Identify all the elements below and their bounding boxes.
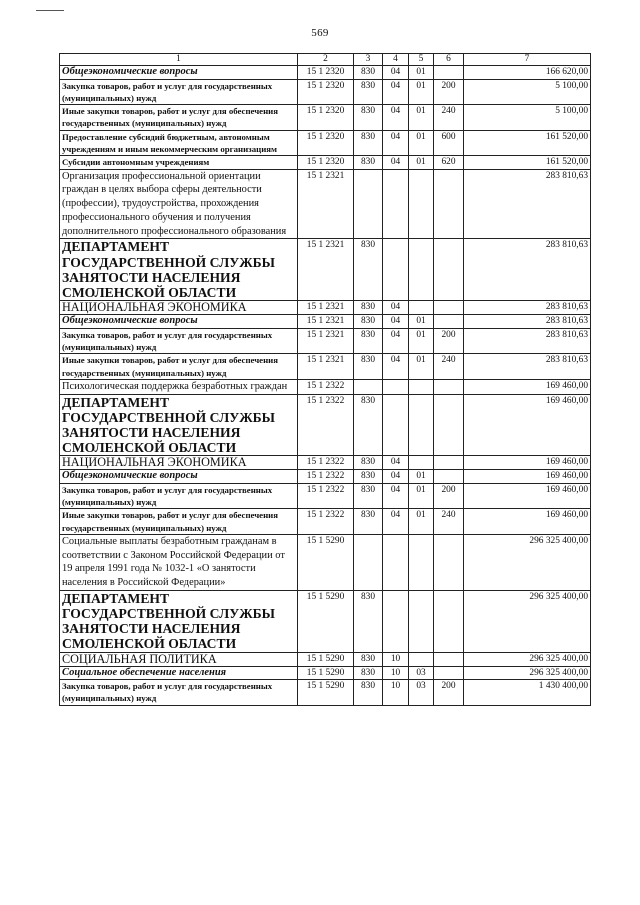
subdivision-cell: 01 [409, 354, 434, 380]
row-name-cell: ДЕПАРТАМЕНТ ГОСУДАРСТВЕННОЙ СЛУЖБЫ ЗАНЯТОСТИ НАСЕЛЕНИЯ СМОЛЕНСКОЙ ОБЛАСТИ [60, 590, 298, 652]
column-header: 6 [434, 54, 464, 66]
amount-cell: 161 520,00 [464, 130, 591, 156]
expense-type-cell [434, 590, 464, 652]
expense-type-cell: 240 [434, 105, 464, 131]
amount-cell: 1 430 400,00 [464, 680, 591, 706]
ministry-code-cell: 830 [354, 483, 383, 509]
subdivision-cell [409, 301, 434, 315]
division-cell: 04 [383, 509, 409, 535]
row-name-cell: Закупка товаров, работ и услуг для государственных (муниципальных) нужд [60, 483, 298, 509]
row-name-cell: ДЕПАРТАМЕНТ ГОСУДАРСТВЕННОЙ СЛУЖБЫ ЗАНЯТОСТИ НАСЕЛЕНИЯ СМОЛЕНСКОЙ ОБЛАСТИ [60, 394, 298, 456]
table-row [60, 301, 591, 315]
ministry-code-cell: 830 [354, 301, 383, 315]
target-code-cell: 15 1 2320 [298, 79, 354, 105]
page-number: 569 [311, 27, 329, 39]
table-row [60, 509, 591, 535]
subdivision-cell [409, 239, 434, 301]
expense-type-cell [434, 666, 464, 680]
row-name-cell: Закупка товаров, работ и услуг для государственных (муниципальных) нужд [60, 328, 298, 354]
subdivision-cell: 03 [409, 680, 434, 706]
division-cell: 04 [383, 456, 409, 470]
subdivision-cell: 01 [409, 66, 434, 80]
amount-cell: 283 810,63 [464, 239, 591, 301]
table-row [60, 666, 591, 680]
subdivision-cell [409, 394, 434, 456]
amount-cell: 296 325 400,00 [464, 652, 591, 666]
amount-cell: 296 325 400,00 [464, 590, 591, 652]
target-code-cell: 15 1 2321 [298, 239, 354, 301]
division-cell: 04 [383, 315, 409, 329]
amount-cell: 296 325 400,00 [464, 535, 591, 591]
ministry-code-cell [354, 169, 383, 239]
expense-type-cell: 200 [434, 483, 464, 509]
target-code-cell: 15 1 2322 [298, 483, 354, 509]
table-row [60, 456, 591, 470]
expense-type-cell: 200 [434, 680, 464, 706]
division-cell: 10 [383, 652, 409, 666]
expense-type-cell [434, 169, 464, 239]
table-row [60, 535, 591, 591]
subdivision-cell [409, 535, 434, 591]
division-cell: 04 [383, 66, 409, 80]
target-code-cell: 15 1 2322 [298, 456, 354, 470]
target-code-cell: 15 1 2320 [298, 105, 354, 131]
row-name-cell: Субсидии автономным учреждениям [60, 156, 298, 170]
expense-type-cell [434, 315, 464, 329]
division-cell: 10 [383, 666, 409, 680]
row-name-cell: Иные закупки товаров, работ и услуг для обеспечения государственных (муниципальных) нужд [60, 354, 298, 380]
target-code-cell: 15 1 5290 [298, 652, 354, 666]
target-code-cell: 15 1 2321 [298, 169, 354, 239]
row-name-cell: Общеэкономические вопросы [60, 66, 298, 80]
row-name-cell: НАЦИОНАЛЬНАЯ ЭКОНОМИКА [60, 456, 298, 470]
subdivision-cell: 01 [409, 483, 434, 509]
subdivision-cell [409, 590, 434, 652]
subdivision-cell: 01 [409, 105, 434, 131]
subdivision-cell [409, 652, 434, 666]
table-row [60, 169, 591, 239]
division-cell: 10 [383, 680, 409, 706]
division-cell: 04 [383, 79, 409, 105]
ministry-code-cell: 830 [354, 239, 383, 301]
ministry-code-cell: 830 [354, 105, 383, 131]
row-name-cell: ДЕПАРТАМЕНТ ГОСУДАРСТВЕННОЙ СЛУЖБЫ ЗАНЯТОСТИ НАСЕЛЕНИЯ СМОЛЕНСКОЙ ОБЛАСТИ [60, 239, 298, 301]
ministry-code-cell: 830 [354, 470, 383, 484]
expense-type-cell: 240 [434, 354, 464, 380]
amount-cell: 169 460,00 [464, 456, 591, 470]
expense-type-cell [434, 66, 464, 80]
subdivision-cell: 01 [409, 315, 434, 329]
ministry-code-cell: 830 [354, 66, 383, 80]
subdivision-cell [409, 379, 434, 394]
division-cell: 04 [383, 156, 409, 170]
amount-cell: 283 810,63 [464, 354, 591, 380]
subdivision-cell: 03 [409, 666, 434, 680]
expense-type-cell [434, 379, 464, 394]
division-cell: 04 [383, 328, 409, 354]
target-code-cell: 15 1 2321 [298, 301, 354, 315]
table-row [60, 354, 591, 380]
expense-type-cell [434, 535, 464, 591]
ministry-code-cell: 830 [354, 130, 383, 156]
amount-cell: 283 810,63 [464, 328, 591, 354]
target-code-cell: 15 1 2320 [298, 156, 354, 170]
table-row [60, 239, 591, 301]
ministry-code-cell [354, 379, 383, 394]
division-cell: 04 [383, 130, 409, 156]
division-cell: 04 [383, 301, 409, 315]
row-name-cell: НАЦИОНАЛЬНАЯ ЭКОНОМИКА [60, 301, 298, 315]
table-body [60, 66, 591, 706]
ministry-code-cell: 830 [354, 354, 383, 380]
amount-cell: 169 460,00 [464, 483, 591, 509]
expense-type-cell [434, 394, 464, 456]
ministry-code-cell: 830 [354, 680, 383, 706]
ministry-code-cell: 830 [354, 652, 383, 666]
table-row [60, 105, 591, 131]
target-code-cell: 15 1 2321 [298, 328, 354, 354]
table-row [60, 483, 591, 509]
ministry-code-cell: 830 [354, 456, 383, 470]
ministry-code-cell: 830 [354, 509, 383, 535]
target-code-cell: 15 1 2322 [298, 509, 354, 535]
amount-cell: 169 460,00 [464, 509, 591, 535]
target-code-cell: 15 1 2320 [298, 130, 354, 156]
amount-cell: 5 100,00 [464, 79, 591, 105]
subdivision-cell: 01 [409, 130, 434, 156]
row-name-cell: Закупка товаров, работ и услуг для государственных (муниципальных) нужд [60, 680, 298, 706]
row-name-cell: Психологическая поддержка безработных граждан [60, 379, 298, 394]
subdivision-cell: 01 [409, 509, 434, 535]
target-code-cell: 15 1 2321 [298, 354, 354, 380]
table-row [60, 379, 591, 394]
amount-cell: 169 460,00 [464, 394, 591, 456]
row-name-cell: Предоставление субсидий бюджетным, автономным учреждениям и иным некоммерческим организациям [60, 130, 298, 156]
division-cell: 04 [383, 483, 409, 509]
division-cell [383, 590, 409, 652]
expense-type-cell [434, 470, 464, 484]
expense-type-cell: 600 [434, 130, 464, 156]
subdivision-cell [409, 456, 434, 470]
header-row [60, 54, 591, 66]
amount-cell: 161 520,00 [464, 156, 591, 170]
expense-type-cell: 240 [434, 509, 464, 535]
amount-cell: 5 100,00 [464, 105, 591, 131]
expense-type-cell [434, 652, 464, 666]
table-row [60, 315, 591, 329]
target-code-cell: 15 1 5290 [298, 535, 354, 591]
division-cell [383, 394, 409, 456]
top-rule [36, 10, 64, 11]
table-row [60, 394, 591, 456]
subdivision-cell: 01 [409, 156, 434, 170]
target-code-cell: 15 1 5290 [298, 666, 354, 680]
target-code-cell: 15 1 2320 [298, 66, 354, 80]
row-name-cell: Социальное обеспечение населения [60, 666, 298, 680]
row-name-cell: СОЦИАЛЬНАЯ ПОЛИТИКА [60, 652, 298, 666]
ministry-code-cell: 830 [354, 79, 383, 105]
ministry-code-cell: 830 [354, 328, 383, 354]
amount-cell: 169 460,00 [464, 379, 591, 394]
budget-table [59, 53, 591, 706]
expense-type-cell: 200 [434, 328, 464, 354]
division-cell: 04 [383, 105, 409, 131]
amount-cell: 283 810,63 [464, 169, 591, 239]
column-header: 7 [464, 54, 591, 66]
expense-type-cell [434, 301, 464, 315]
column-header: 4 [383, 54, 409, 66]
column-header: 5 [409, 54, 434, 66]
target-code-cell: 15 1 5290 [298, 680, 354, 706]
division-cell: 04 [383, 470, 409, 484]
row-name-cell: Организация профессиональной ориентации граждан в целях выбора сферы деятельности (профессии), трудоустройства, прохождения профессионального обучения и получения дополнительного профессионального образования [60, 169, 298, 239]
table-row [60, 470, 591, 484]
division-cell: 04 [383, 354, 409, 380]
expense-type-cell: 620 [434, 156, 464, 170]
subdivision-cell [409, 169, 434, 239]
column-header: 2 [298, 54, 354, 66]
column-header: 3 [354, 54, 383, 66]
column-header: 1 [60, 54, 298, 66]
row-name-cell: Социальные выплаты безработным гражданам в соответствии с Законом Российской Федерации от 19 апреля 1991 года № 1032-1 «О занятости населения в Российской Федерации» [60, 535, 298, 591]
subdivision-cell: 01 [409, 470, 434, 484]
amount-cell: 283 810,63 [464, 301, 591, 315]
table-row [60, 652, 591, 666]
ministry-code-cell: 830 [354, 590, 383, 652]
target-code-cell: 15 1 2321 [298, 315, 354, 329]
target-code-cell: 15 1 2322 [298, 379, 354, 394]
ministry-code-cell: 830 [354, 394, 383, 456]
ministry-code-cell: 830 [354, 666, 383, 680]
division-cell [383, 535, 409, 591]
expense-type-cell [434, 456, 464, 470]
table-row [60, 79, 591, 105]
ministry-code-cell: 830 [354, 315, 383, 329]
division-cell [383, 379, 409, 394]
table-row [60, 328, 591, 354]
subdivision-cell: 01 [409, 328, 434, 354]
table-row [60, 156, 591, 170]
ministry-code-cell [354, 535, 383, 591]
row-name-cell: Иные закупки товаров, работ и услуг для обеспечения государственных (муниципальных) нужд [60, 509, 298, 535]
row-name-cell: Закупка товаров, работ и услуг для государственных (муниципальных) нужд [60, 79, 298, 105]
expense-type-cell [434, 239, 464, 301]
table-row [60, 130, 591, 156]
amount-cell: 166 620,00 [464, 66, 591, 80]
row-name-cell: Иные закупки товаров, работ и услуг для обеспечения государственных (муниципальных) нужд [60, 105, 298, 131]
table-row [60, 66, 591, 80]
amount-cell: 296 325 400,00 [464, 666, 591, 680]
amount-cell: 283 810,63 [464, 315, 591, 329]
row-name-cell: Общеэкономические вопросы [60, 470, 298, 484]
table-row [60, 680, 591, 706]
row-name-cell: Общеэкономические вопросы [60, 315, 298, 329]
division-cell [383, 169, 409, 239]
target-code-cell: 15 1 2322 [298, 470, 354, 484]
expense-type-cell: 200 [434, 79, 464, 105]
division-cell [383, 239, 409, 301]
ministry-code-cell: 830 [354, 156, 383, 170]
target-code-cell: 15 1 2322 [298, 394, 354, 456]
amount-cell: 169 460,00 [464, 470, 591, 484]
subdivision-cell: 01 [409, 79, 434, 105]
table-row [60, 590, 591, 652]
target-code-cell: 15 1 5290 [298, 590, 354, 652]
